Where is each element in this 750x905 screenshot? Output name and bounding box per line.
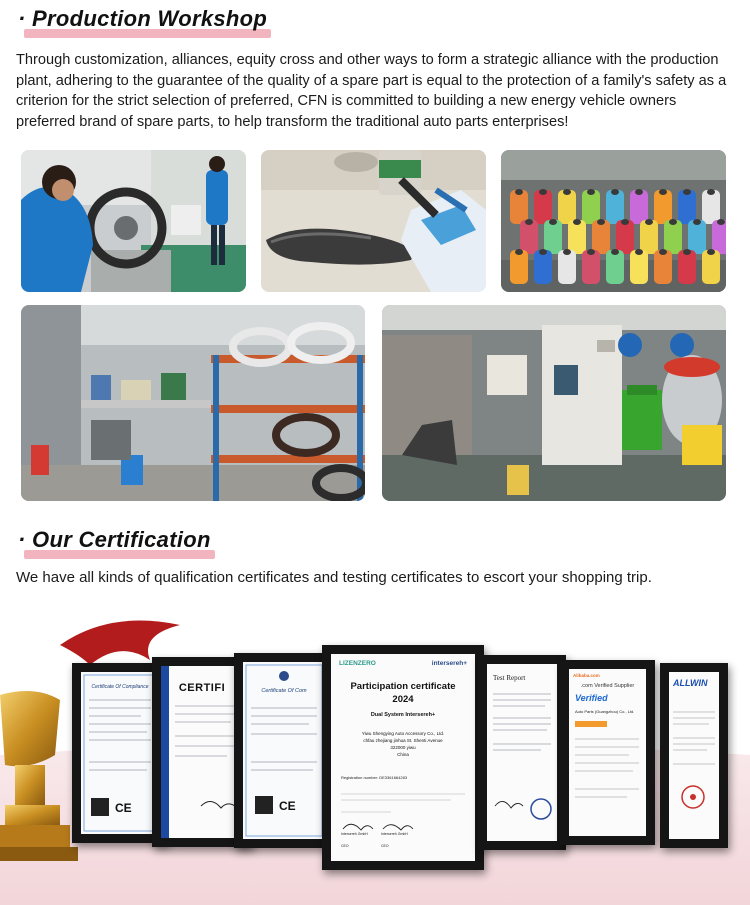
certificate-paper bbox=[331, 654, 475, 861]
certificate-heading: CERTIFI bbox=[178, 682, 226, 694]
workshop-photo-stitching bbox=[21, 150, 246, 292]
certificate-paper bbox=[243, 662, 325, 839]
certificate-year: 2024 bbox=[392, 694, 414, 705]
production-workshop-heading bbox=[18, 6, 267, 40]
certificate-subheading: Dual System Intersereh+ bbox=[370, 712, 436, 718]
signature-role-2: CEO bbox=[381, 844, 389, 848]
certificate-heading: Certificate Of Com bbox=[261, 688, 307, 694]
certificate-frame-participation bbox=[322, 645, 484, 870]
registration-number: Registration number: DE3361664283 bbox=[341, 775, 408, 780]
workshop-photo-gluing bbox=[261, 150, 486, 292]
svg-text:CE: CE bbox=[115, 801, 132, 815]
verified-badge: Verified bbox=[575, 693, 608, 703]
workshop-photo-foaming-machine bbox=[382, 305, 726, 501]
certificate-heading: Certificate Of Compliance bbox=[91, 684, 149, 690]
certificate-address-line2: 322000 yiwu bbox=[390, 745, 416, 750]
certification-heading bbox=[18, 527, 211, 561]
certificate-frame-verified-supplier bbox=[560, 660, 655, 845]
svg-text:CE: CE bbox=[279, 799, 296, 813]
certificate-paper bbox=[81, 672, 159, 834]
lizenzero-logo: LIZENZERO bbox=[339, 660, 376, 667]
certificate-heading: Test Report bbox=[493, 674, 526, 682]
certificate-country: China bbox=[397, 752, 409, 757]
certificate-heading: .com Verified Supplier bbox=[580, 683, 635, 689]
allwin-logo: ALLWIN bbox=[673, 678, 708, 688]
certificate-address-line1: chfau zhejiang jinhua St. Shenti Avenue bbox=[363, 738, 443, 743]
certificate-frame-test-report bbox=[478, 655, 566, 850]
workshop-photo-storage-shelves bbox=[21, 305, 365, 501]
certificate-paper bbox=[487, 664, 557, 841]
production-description: Through customization, alliances, equity cross and other ways to form a strategic alliance with the production plant, adhering to the guarantee of the quality of a spare part is equal to the protection of a family's safety as a criterion for the strict selection of preferred, CFN is committed to building a new energy vehicle owners preferred brand of spare parts, to help transform the traditional auto parts enterprises! bbox=[16, 52, 727, 130]
certificate-heading: Participation certificate bbox=[350, 681, 456, 692]
signature-name-2: Intersereh GmbH bbox=[381, 832, 408, 836]
workshop-photo-thread-spools bbox=[501, 150, 726, 292]
certificates-display bbox=[0, 605, 750, 905]
certificate-paper bbox=[161, 666, 243, 838]
signature-name-1: Intersereh GmbH bbox=[341, 832, 368, 836]
interseroh-logo: intersereh+ bbox=[431, 660, 467, 667]
certificate-company: Yiwu Shengying Auto Accessory Co., Ltd. bbox=[361, 731, 445, 736]
certificate-frame-compliance-3 bbox=[234, 653, 334, 848]
signature-role-1: CEO bbox=[341, 844, 349, 848]
production-workshop-title: · Production Workshop bbox=[18, 6, 268, 31]
alibaba-logo: Alibaba.com bbox=[573, 673, 600, 678]
certificate-paper bbox=[669, 672, 719, 839]
certificate-frame-allwin bbox=[660, 663, 728, 848]
certification-description: We have all kinds of qualification certificates and testing certificates to escort your shopping trip. bbox=[16, 569, 652, 586]
supplier-company: Auto Parts (Guangzhou) Co., Ltd. bbox=[575, 709, 635, 714]
certification-title: · Our Certification bbox=[18, 527, 211, 552]
certificate-paper bbox=[569, 669, 646, 836]
